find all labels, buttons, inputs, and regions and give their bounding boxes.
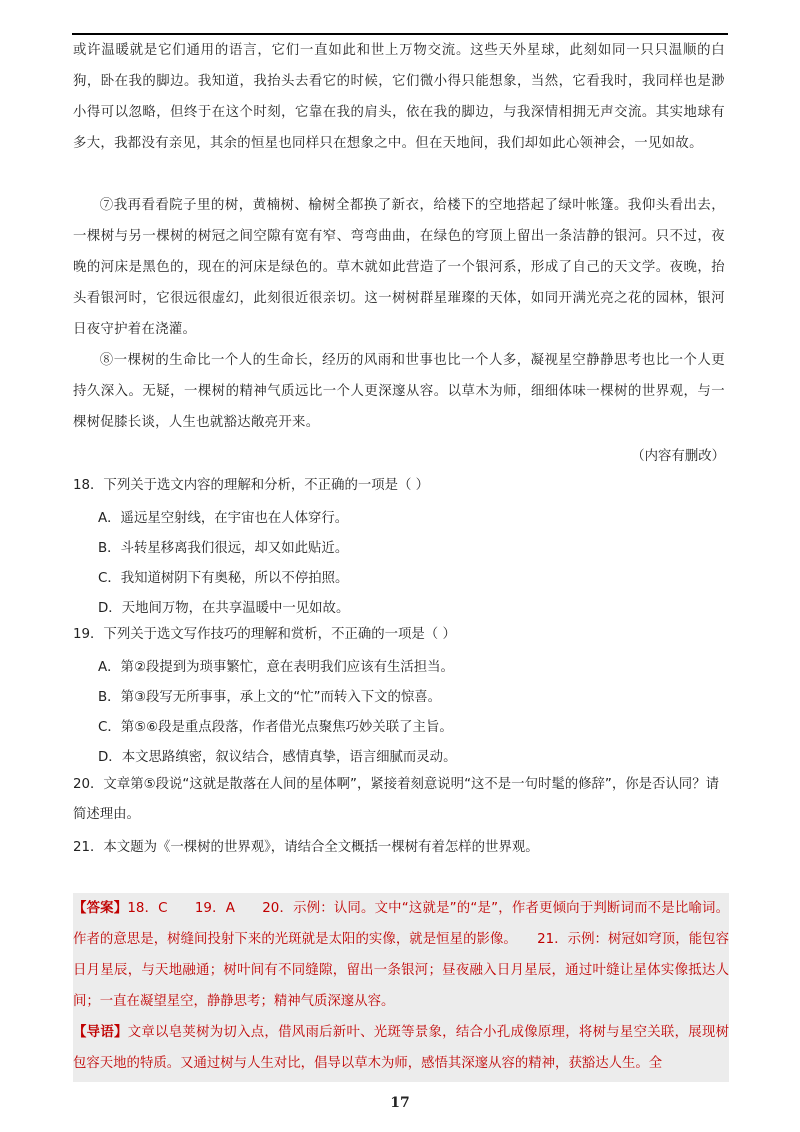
- question-18-option-d: D．天地间万物，在共享温暖中一见如故。: [98, 601, 350, 616]
- guide-text: 文章以皂荚树为切入点，借风雨后新叶、光斑等景象，结合小孔成像原理，将树与星空关联，展现树包容天地的特质。又通过树与人生对比，倡导以草木为师，感悟其深邃从容的精神，获豁达人生。全: [73, 1025, 730, 1071]
- paragraph-6-tail: 或许温暖就是它们通用的语言，它们一直如此和世上万物交流。这些天外星球，此刻如同一只只温顺的白狗，卧在我的脚边。我知道，我抬头去看它的时候，它们微小得只能想象，当然，它看我时，我同样也是渺小得可以忽略，但终于在这个时刻，它靠在我的肩头，依在我的脚边，与我深情相拥无声交流。其实地球有多大，我都没有亲见，其余的恒星也同样只在想象之中。但在天地间，我们却如此心领神会，一见如故。: [73, 43, 725, 151]
- question-20: 20．文章第⑤段说“这就是散落在人间的星体啊”，紧接着刻意说明“这不是一句时髦的修辞”，你是否认同？请简述理由。: [73, 777, 719, 822]
- question-21: 21．本文题为《一棵树的世界观》，请结合全文概括一棵树有着怎样的世界观。: [73, 840, 539, 855]
- paragraph-8: ⑧一棵树的生命比一个人的生命长，经历的风雨和世事也比一个人多，凝视星空静静思考也比一个人更持久深入。无疑，一棵树的精神气质远比一个人更深邃从容。以草木为师，细细体味一棵树的世界观，与一棵树促膝长谈，人生也就豁达敞亮开来。: [73, 353, 725, 430]
- question-18-option-a: A．遥远星空射线，在宇宙也在人体穿行。: [98, 511, 349, 526]
- question-18-stem: 18．下列关于选文内容的理解和分析，不正确的一项是（ ）: [73, 478, 430, 493]
- answer-tag: 【答案】: [73, 901, 128, 916]
- question-18-option-c: C．我知道树阴下有奥秘，所以不停拍照。: [98, 571, 349, 586]
- guide-tag: 【导语】: [73, 1025, 128, 1040]
- question-18-option-b: B．斗转星移离我们很远，却又如此贴近。: [98, 541, 349, 556]
- question-19-option-b: B．第③段写无所事事，承上文的“忙”而转入下文的惊喜。: [98, 690, 442, 705]
- source-note: （内容有删改）: [631, 449, 725, 464]
- answer-box: [73, 893, 729, 1082]
- question-19-stem: 19．下列关于选文写作技巧的理解和赏析，不正确的一项是（ ）: [73, 627, 456, 642]
- question-19-option-d: D．本文思路缜密，叙议结合，感情真挚，语言细腻而灵动。: [98, 750, 457, 765]
- answer-paragraph: [73, 893, 729, 1017]
- question-19-option-c: C．第⑤⑥段是重点段落，作者借光点聚焦巧妙关联了主旨。: [98, 720, 453, 735]
- page-number: 17: [390, 1095, 410, 1111]
- question-19-option-a: A．第②段提到为琐事繁忙，意在表明我们应该有生活担当。: [98, 660, 454, 675]
- guide-paragraph: [73, 1017, 729, 1079]
- paragraph-7: ⑦我再看看院子里的树，黄楠树、榆树全都换了新衣，给楼下的空地搭起了绿叶帐篷。我仰头看出去，一棵树与另一棵树的树冠之间空隙有宽有窄、弯弯曲曲，在绿色的穹顶上留出一条洁静的银河。只不过，夜晚的河床是黑色的，现在的河床是绿色的。草木就如此营造了一个银河系，形成了自己的天文学。夜晚，抬头看银河时，它很远很虚幻，此刻很近很亲切。这一树树群星璀璨的天体，如同开满光亮之花的园林，银河日夜守护着在浇灌。: [73, 198, 725, 337]
- answer-text: 18．C 19．A 20．示例：认同。文中“这就是”的“是”，作者更倾向于判断词而不是比喻词。作者的意思是，树缝间投射下来的光斑就是太阳的实像，就是恒星的影像。 21．示例：树冠如穹顶，能包容日月星辰，与天地融通；树叶间有不同缝隙，留出一条银河；昼夜融入日月星辰，通过叶缝让星体实像抵达人间；一直在凝望星空，静静思考；精神气质深邃从容。: [73, 901, 730, 1009]
